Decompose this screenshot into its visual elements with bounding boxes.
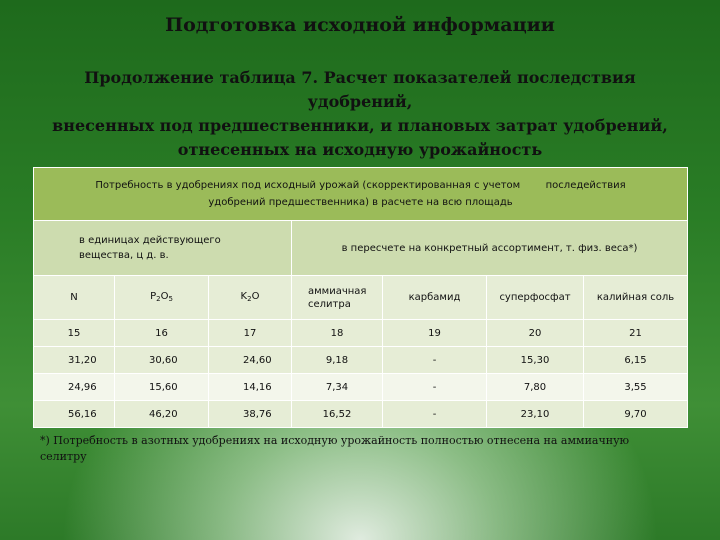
table-header-row bbox=[34, 168, 688, 221]
ammonium-line-1: аммиачная bbox=[308, 285, 367, 297]
units-assortment: в пересчете на конкретный ассортимент, т. физ. веса*) bbox=[292, 221, 688, 276]
caption-line-1: Продолжение таблица 7. Расчет показателей последствия удобрений, bbox=[84, 68, 636, 111]
table-cell: 3,55 bbox=[584, 374, 688, 401]
table-cell: 24,96 bbox=[34, 374, 115, 401]
footnote-line-1: *) Потребность в азотных удобрениях на исходную урожайность полностью отнесена на аммиачную bbox=[40, 434, 630, 447]
col-superphosphate: суперфосфат bbox=[487, 276, 584, 320]
col-ammonium-nitrate bbox=[292, 276, 383, 320]
column-numbers-row bbox=[34, 320, 688, 347]
col-number: 19 bbox=[383, 320, 487, 347]
table-cell: 14,16 bbox=[209, 374, 292, 401]
p-subscript: 2 bbox=[156, 294, 161, 303]
caption-line-3: отнесенных на исходную урожайность bbox=[177, 140, 543, 159]
table-cell: 46,20 bbox=[115, 401, 209, 428]
table-cell: 31,20 bbox=[34, 347, 115, 374]
col-number: 15 bbox=[34, 320, 115, 347]
table-cell: 7,34 bbox=[292, 374, 383, 401]
p-oxygen-subscript: 5 bbox=[168, 294, 173, 303]
units-left-line-1: в единицах действующего bbox=[79, 235, 221, 246]
table-cell: 24,60 bbox=[209, 347, 292, 374]
table-row bbox=[34, 374, 688, 401]
slide-title: Подготовка исходной информации bbox=[165, 14, 555, 36]
table-cell: - bbox=[383, 374, 487, 401]
table-cell: 56,16 bbox=[34, 401, 115, 428]
col-potassium-salt: калийная соль bbox=[584, 276, 688, 320]
col-k2o bbox=[209, 276, 292, 320]
table-cell: 9,70 bbox=[584, 401, 688, 428]
col-number: 18 bbox=[292, 320, 383, 347]
footnote-line-2: селитру bbox=[40, 450, 87, 463]
col-number: 16 bbox=[115, 320, 209, 347]
units-left-line-2: вещества, ц д. в. bbox=[79, 250, 169, 261]
table-cell: 38,76 bbox=[209, 401, 292, 428]
col-p2o5 bbox=[115, 276, 209, 320]
units-row bbox=[34, 221, 688, 276]
units-active-substance bbox=[34, 221, 292, 276]
table-cell: 30,60 bbox=[115, 347, 209, 374]
fertilizer-table bbox=[33, 167, 688, 428]
table-cell: 6,15 bbox=[584, 347, 688, 374]
caption-line-2: внесенных под предшественники, и плановых затрат удобрений, bbox=[52, 116, 668, 135]
p-oxygen: O bbox=[160, 290, 169, 302]
table-cell: 15,30 bbox=[487, 347, 584, 374]
table-cell: 16,52 bbox=[292, 401, 383, 428]
k-symbol: K bbox=[240, 290, 248, 302]
table-row bbox=[34, 401, 688, 428]
footnote bbox=[40, 433, 680, 465]
col-urea: карбамид bbox=[383, 276, 487, 320]
k-subscript: 2 bbox=[247, 294, 252, 303]
col-number: 21 bbox=[584, 320, 688, 347]
col-n: N bbox=[34, 276, 115, 320]
header-line-2: удобрений предшественника) в расчете на всю площадь bbox=[208, 197, 513, 208]
table-cell: - bbox=[383, 347, 487, 374]
k-oxygen: O bbox=[251, 290, 260, 302]
table-cell: 23,10 bbox=[487, 401, 584, 428]
table-caption bbox=[40, 66, 680, 162]
table-cell: - bbox=[383, 401, 487, 428]
ammonium-line-2: селитра bbox=[308, 298, 351, 310]
table-cell: 7,80 bbox=[487, 374, 584, 401]
col-number: 20 bbox=[487, 320, 584, 347]
table-cell: 15,60 bbox=[115, 374, 209, 401]
col-number: 17 bbox=[209, 320, 292, 347]
table-row bbox=[34, 347, 688, 374]
header-line-1: Потребность в удобрениях под исходный урожай (скорректированная с учетом последействия bbox=[95, 180, 626, 191]
column-names-row bbox=[34, 276, 688, 320]
table-cell: 9,18 bbox=[292, 347, 383, 374]
table-header-cell bbox=[34, 168, 688, 221]
p-symbol: P bbox=[150, 290, 157, 302]
